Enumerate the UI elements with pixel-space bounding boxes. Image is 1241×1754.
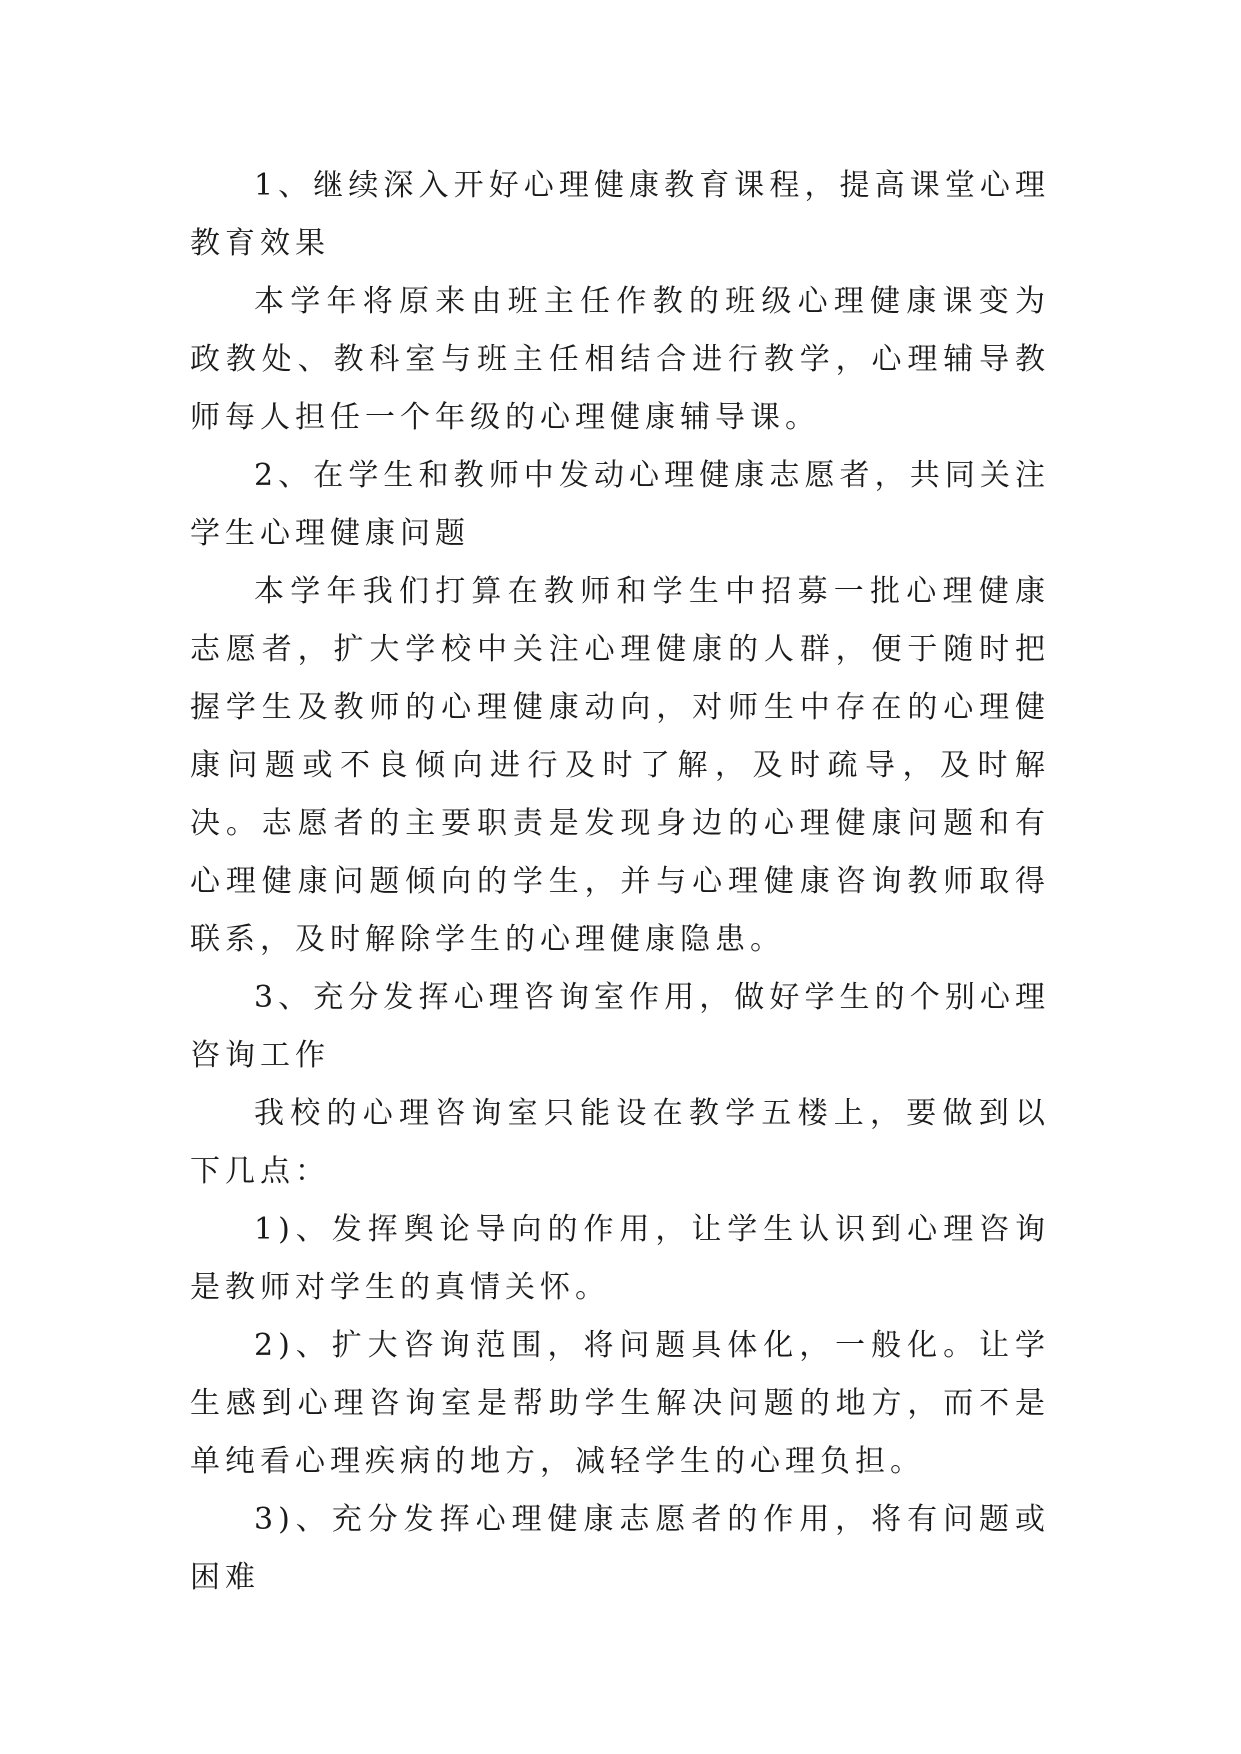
document-body bbox=[190, 157, 1050, 1607]
heading-1: 1、继续深入开好心理健康教育课程，提高课堂心理教育效果 bbox=[190, 168, 1050, 261]
heading-2: 2、在学生和教师中发动心理健康志愿者，共同关注学生心理健康问题 bbox=[190, 458, 1050, 551]
list-item-1: 1)、发挥舆论导向的作用，让学生认识到心理咨询是教师对学生的真情关怀。 bbox=[190, 1212, 1050, 1305]
paragraph-2: 本学年我们打算在教师和学生中招募一批心理健康志愿者，扩大学校中关注心理健康的人群，便于随时把握学生及教师的心理健康动向，对师生中存在的心理健康问题或不良倾向进行及时了解，及时疏导，及时解决。志愿者的主要职责是发现身边的心理健康问题和有心理健康问题倾向的学生，并与心理健康咨询教师取得联系，及时解除学生的心理健康隐患。 bbox=[190, 574, 1050, 957]
list-item-3: 3)、充分发挥心理健康志愿者的作用，将有问题或困难 bbox=[190, 1502, 1050, 1595]
heading-3: 3、充分发挥心理咨询室作用，做好学生的个别心理咨询工作 bbox=[190, 980, 1050, 1073]
paragraph-3: 我校的心理咨询室只能设在教学五楼上，要做到以下几点： bbox=[190, 1096, 1050, 1189]
list-item-2: 2)、扩大咨询范围，将问题具体化，一般化。让学生感到心理咨询室是帮助学生解决问题的地方，而不是单纯看心理疾病的地方，减轻学生的心理负担。 bbox=[190, 1328, 1050, 1479]
paragraph-1: 本学年将原来由班主任作教的班级心理健康课变为政教处、教科室与班主任相结合进行教学，心理辅导教师每人担任一个年级的心理健康辅导课。 bbox=[190, 284, 1050, 435]
